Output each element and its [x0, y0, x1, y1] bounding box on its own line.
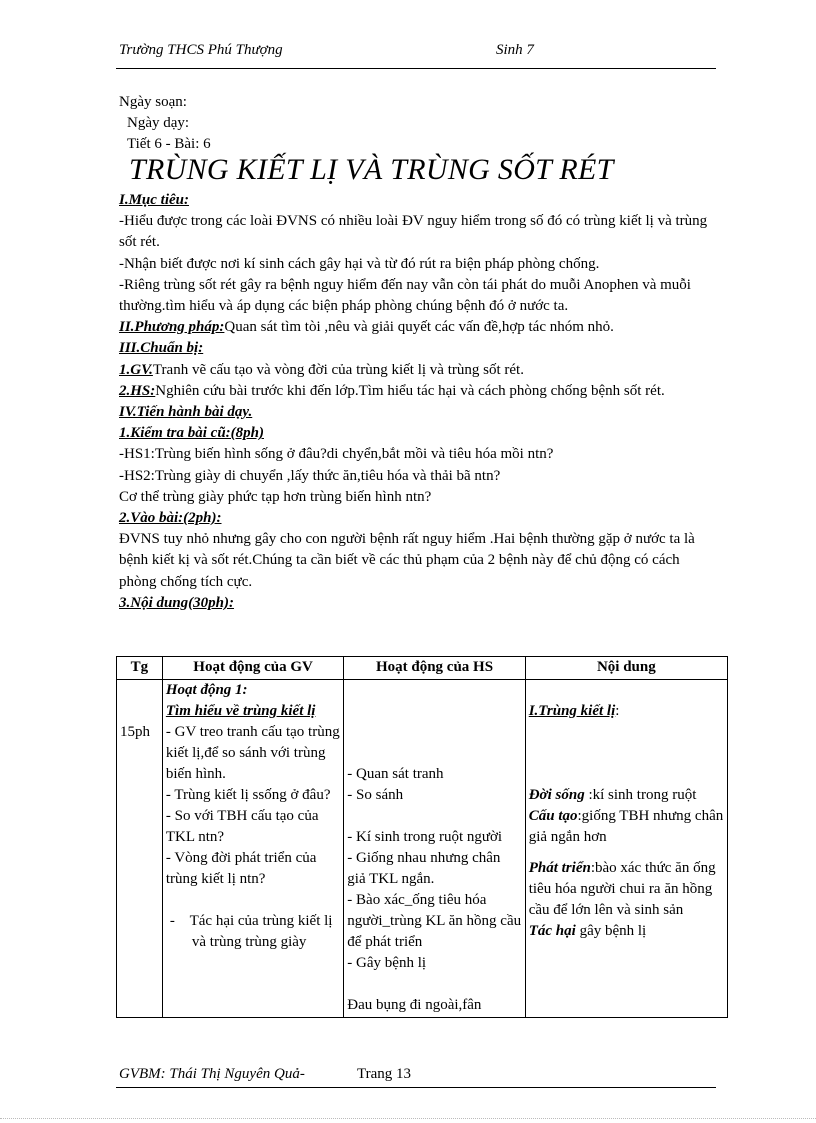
gv-text: Tranh vẽ cấu tạo và vòng đời của trùng kiết lị và trùng sốt rét.	[152, 361, 524, 378]
footer-rule	[116, 1087, 716, 1088]
nd-heading: I.Trùng kiết lị	[528, 703, 616, 719]
vao-bai-heading: 2.Vào bài:(2ph):	[119, 510, 222, 527]
header-nd: Nội dung	[525, 657, 727, 680]
table-row	[117, 680, 728, 1018]
ngay-day: Ngày dạy:	[127, 115, 190, 131]
header-subject: Sinh 7	[496, 42, 534, 58]
cell-gv	[162, 680, 343, 1018]
nd-cau-tao-text: :giống TBH nhưng chân giả ngắn hơn	[528, 808, 724, 845]
nd-heading-suffix: :	[615, 703, 620, 719]
lesson-plan-table	[116, 656, 728, 1018]
hs-a7: Đau bụng đi ngoài,fân	[347, 997, 482, 1013]
hs-text: Nghiên cứu bài trước khi đến lớp.Tìm hiểu tác hại và cách phòng chống bệnh sốt rét.	[155, 382, 665, 399]
cell-hs	[344, 680, 525, 1018]
nd-phat-trien-text: :bào xác thức ăn ống tiêu hóa người chui ra ăn hồng cầu để lớn lên và sinh sản	[528, 860, 716, 918]
phuong-phap-heading: II.Phương pháp:	[119, 319, 225, 336]
kiem-tra-3: Cơ thể trùng giày phức tạp hơn trùng biến hình ntn?	[119, 488, 432, 505]
phuong-phap-text: Quan sát tìm tòi ,nêu và giải quyết các vấn đề,hợp tác nhóm nhỏ.	[224, 319, 614, 336]
gv-q1: - GV treo tranh cấu tạo trùng kiết lị,để so sánh với trùng biến hình.	[165, 724, 340, 782]
nd-cau-tao	[529, 806, 724, 848]
hs-heading: 2.HS:	[119, 382, 156, 399]
nd-doi-song-text: :kí sinh trong ruột	[584, 787, 697, 803]
kiem-tra-1: -HS1:Trùng biến hình sống ở đâu?di chyển,bắt mồi và tiêu hóa mồi ntn?	[119, 446, 554, 463]
gv-hd-title: Hoạt động 1:	[165, 682, 248, 698]
cell-nd	[525, 680, 727, 1018]
tg-value: 15ph	[120, 724, 150, 740]
footer-page: Trang 13	[357, 1066, 412, 1082]
nd-tac-hai-label: Tác hại	[528, 923, 576, 939]
gv-hd-sub: Tìm hiểu về trùng kiết lị	[165, 703, 316, 719]
nd-doi-song	[529, 785, 724, 806]
hs-a2: - So sánh	[347, 787, 404, 803]
header-rule	[116, 68, 716, 69]
cell-tg	[117, 680, 163, 1018]
chuan-bi-heading: III.Chuẩn bị:	[119, 340, 204, 357]
kiem-tra-heading: 1.Kiểm tra bài cũ:(8ph)	[119, 425, 264, 442]
gv-q2: - Trùng kiết lị ssống ở đâu?	[165, 787, 331, 803]
nd-cau-tao-label: Cấu tạo	[528, 808, 578, 824]
header-school: Trường THCS Phú Thượng	[119, 42, 283, 58]
ngay-soan: Ngày soạn:	[119, 94, 187, 110]
gv-q4: - Vòng đời phát triển của trùng kiết lị ntn?	[165, 850, 317, 887]
hs-a3: - Kí sinh trong ruột người	[347, 829, 503, 845]
footer-teacher: GVBM: Thái Thị Nguyên Quả-	[119, 1066, 305, 1082]
gv-q5: - Tác hại của trùng kiết lị và trùng trùng giày	[169, 913, 337, 950]
vao-bai-text: ĐVNS tuy nhỏ nhưng gây cho con người bệnh rất nguy hiểm .Hai bệnh thường gặp ở nước ta là bệnh kiết kị và sốt rét.Chúng ta cần biết về các thủ phạm của 2 bệnh này để chủ động có cách phòng chống tích cực.	[119, 531, 695, 590]
hs-a5: - Bào xác_ống tiêu hóa người_trùng KL ăn hồng cầu để phát triển	[347, 892, 522, 950]
hs-a1: - Quan sát tranh	[347, 766, 444, 782]
hs-a6: - Gây bệnh lị	[347, 955, 427, 971]
lesson-body	[119, 190, 719, 614]
muc-tieu-heading: I.Mục tiêu:	[119, 192, 190, 208]
page-bottom-edge	[0, 1118, 816, 1119]
hs-a4: - Giống nhau nhưng chân giả TKL ngắn.	[347, 850, 501, 887]
header-hs: Hoạt động của HS	[344, 657, 525, 680]
nd-heading-line	[529, 701, 724, 722]
nd-phat-trien	[529, 858, 724, 921]
lesson-title: TRÙNG KIẾT LỊ VÀ TRÙNG SỐT RÉT	[129, 153, 614, 186]
nd-phat-trien-label: Phát triển	[528, 860, 591, 876]
header-gv: Hoạt động của GV	[162, 657, 343, 680]
table-header-row	[117, 657, 728, 680]
kiem-tra-2: -HS2:Trùng giày di chuyển ,lấy thức ăn,tiêu hóa và thải bã ntn?	[119, 467, 501, 484]
tiet-bai: Tiết 6 - Bài: 6	[127, 136, 211, 152]
gv-q3: - So với TBH cấu tạo của TKL ntn?	[165, 808, 319, 845]
gv-heading: 1.GV.	[119, 361, 153, 378]
nd-tac-hai	[529, 921, 724, 942]
muc-tieu-1: -Hiểu được trong các loài ĐVNS có nhiều loài ĐV nguy hiểm trong số đó có trùng kiết lị và trùng sốt rét.	[119, 213, 708, 251]
nd-doi-song-label: Đời sống	[528, 787, 585, 803]
noi-dung-heading: 3.Nội dung(30ph):	[119, 594, 235, 611]
tien-hanh-heading: IV.Tiến hành bài dạy.	[119, 404, 253, 421]
nd-tac-hai-text: gây bệnh lị	[575, 923, 647, 939]
header-tg: Tg	[117, 657, 163, 680]
muc-tieu-3: -Riêng trùng sốt rét gây ra bệnh nguy hiểm đến nay vẫn còn tái phát do muỗi Anophen và muỗi thường.tìm hiểu và áp dụng các biện pháp phòng chúng bệnh đó ở nước ta.	[119, 276, 691, 315]
muc-tieu-2: -Nhận biết được nơi kí sinh cách gây hại và từ đó rút ra biện pháp phòng chống.	[119, 255, 600, 272]
